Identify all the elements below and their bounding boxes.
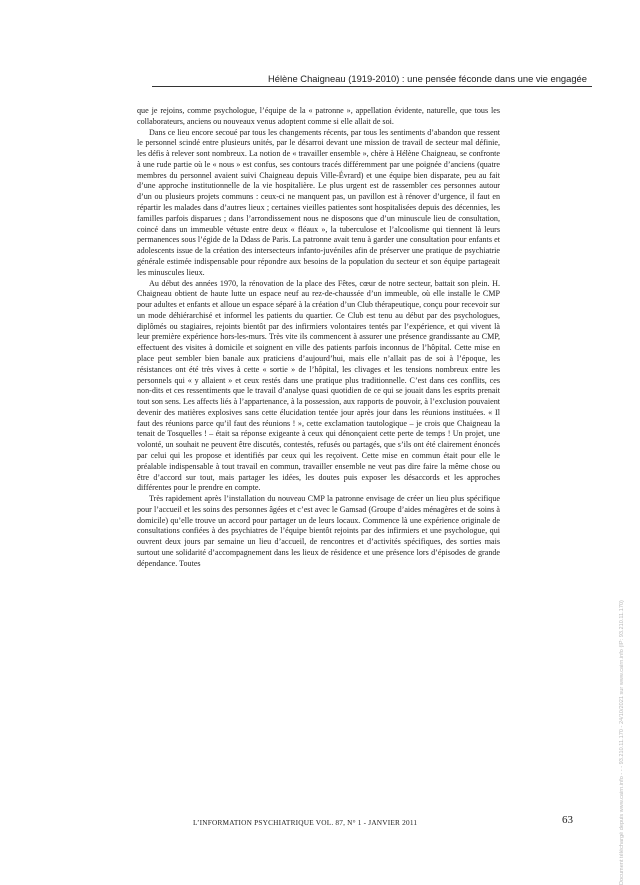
article-body [137, 106, 500, 570]
page-number: 63 [562, 814, 573, 826]
paragraph-2: Dans ce lieu encore secoué par tous les changements récents, par tous les sentiments d’abandon que ressent le personnel scindé entre plusieurs unités, par le désarroi devant une mission de travail de secteur mal définie, les défis à relever sont nombreux. La notion de « travailler ensemble », chère à Hélène Chaigneau, se confronte à une rude partie où le « nous » est confus, ses contours tracés différemment par une poignée d’anciens (quatre membres du personnel avaient suivi Chaigneau depuis Ville-Évrard) et une équipe bien disparate, peu au fait d’une approche institutionnelle de la vie hospitalière. Le plus urgent est de rassembler ces personnes autour d’un ou plusieurs projets communs : ceux-ci ne manquent pas, un pavillon est à rénover d’urgence, il faut en répartir les malades dans d’autres lieux ; certaines vieilles patientes sont hospitalisées depuis des décennies, les familles parfois disparues ; dans l’arrondissement nous ne disposons que d’un minuscule lieu de consultation, coincé dans un immeuble vétuste entre deux « fléaux », la tuberculose et l’alcoolisme qui tiennent là leurs permanences sous l’égide de la Ddass de Paris. La patronne avait tenu à garder une consultation pour enfants et adolescents issue de la création des intersecteurs infanto-juvéniles afin de préserver une pratique de psychiatrie générale estimée indispensable pour répondre aux besoins de la population du secteur et son équipe partageait les minuscules lieux. [137, 127, 500, 277]
running-header: Hélène Chaigneau (1919-2010) : une pensée féconde dans une vie engagée [267, 73, 587, 84]
paragraph-1: que je rejoins, comme psychologue, l’équipe de la « patronne », appellation évidente, naturelle, que tous les collaborateurs, anciens ou nouveaux venus adoptent comme si elle allait de soi. [137, 106, 500, 126]
header-rule [152, 86, 592, 87]
journal-footer: L’INFORMATION PSYCHIATRIQUE VOL. 87, N° 1 - JANVIER 2011 [193, 818, 418, 827]
paragraph-4: Très rapidement après l’installation du nouveau CMP la patronne envisage de créer un lieu plus spécifique pour l’accueil et les soins des personnes âgées et c’est avec le Gamsad (Groupe d’aides ménagères et de soins à domicile) qu’elle trouve un accord pour partager un de leurs locaux. Commence là une expérience originale de consultations confiées à des psychiatres de l’équipe bientôt rejoints par des infirmiers et une psychologue, qui ouvrent deux jours par semaine un lieu d’accueil, de rencontres et d’activités spécifiques, des sorties mais surtout une solidarité d’accompagnement dans les lieux de résidence et une présence lors d’épisodes de grande dépendance. Toutes [137, 494, 500, 568]
paragraph-3: Au début des années 1970, la rénovation de la place des Fêtes, cœur de notre secteur, battait son plein. H. Chaigneau obtient de haute lutte un espace neuf au rez-de-chaussée d’un immeuble, où elle installe le CMP pour adultes et enfants et alloue un espace séparé à la création d’un Club thérapeutique, conçu pour recevoir sur un mode déhiérarchisé et informel les patients du quartier. Ce Club est tenu au début par des psychologues, diplômés ou stagiaires, rejoints bientôt par des infirmiers volontaires tentés par l’expérience, et qui vivent là leur première expérience hors-les-murs. Très vite ils commencent à assurer une présence grandissante au CMP, effectuent des visites à domicile et soignent en ville des patients parfois inconnus de l’hôpital. Cette mise en place peut sembler bien banale aux praticiens d’aujourd’hui, mais elle n’allait pas de soi à l’époque, les résistances ont été très vives à cette « sortie » de l’hôpital, les clivages et les tensions nombreux entre les personnels qui « y allaient » et ceux restés dans une pratique plus traditionnelle. C’est dans ces conflits, ces non-dits et ces ressentiments que le travail d’analyse quasi quotidien de ce qui se jouait dans les esprits prenait tout son sens. Les affects liés à l’appartenance, à la possession, aux rapports de pouvoir, à l’exclusion pouvaient devenir des matières explosives sans cette élucidation tentée jour après jour dans les réunions instituées. « Il faut des réunions parce qu’il faut des réunions ! », cette exclamation tautologique – je crois que Chaigneau la tenait de Tosquelles ! – était sa réponse exigeante à ceux qui dénonçaient cette perte de temps ! Un projet, une volonté, un souhait ne peuvent être discutés, contestés, refusés ou partagés, que s’ils ont été clairement énoncés par celui qui les propose et identifiés par ceux qui les reçoivent. Cette mise en commun était pour elle le préalable indispensable à tout travail en commun, travailler ensemble ne veut pas dire faire la même chose ou être d’accord sur tout, mais partager les idées, les doutes puis exposer les désaccords et les approches différentes pour le prendre en compte. [137, 278, 500, 493]
download-watermark: Document téléchargé depuis www.cairn.info - - - 93.210.11.170 - 24/10/2021 sur www.cairn.info (IP: 93.210.11.170) [619, 600, 625, 885]
